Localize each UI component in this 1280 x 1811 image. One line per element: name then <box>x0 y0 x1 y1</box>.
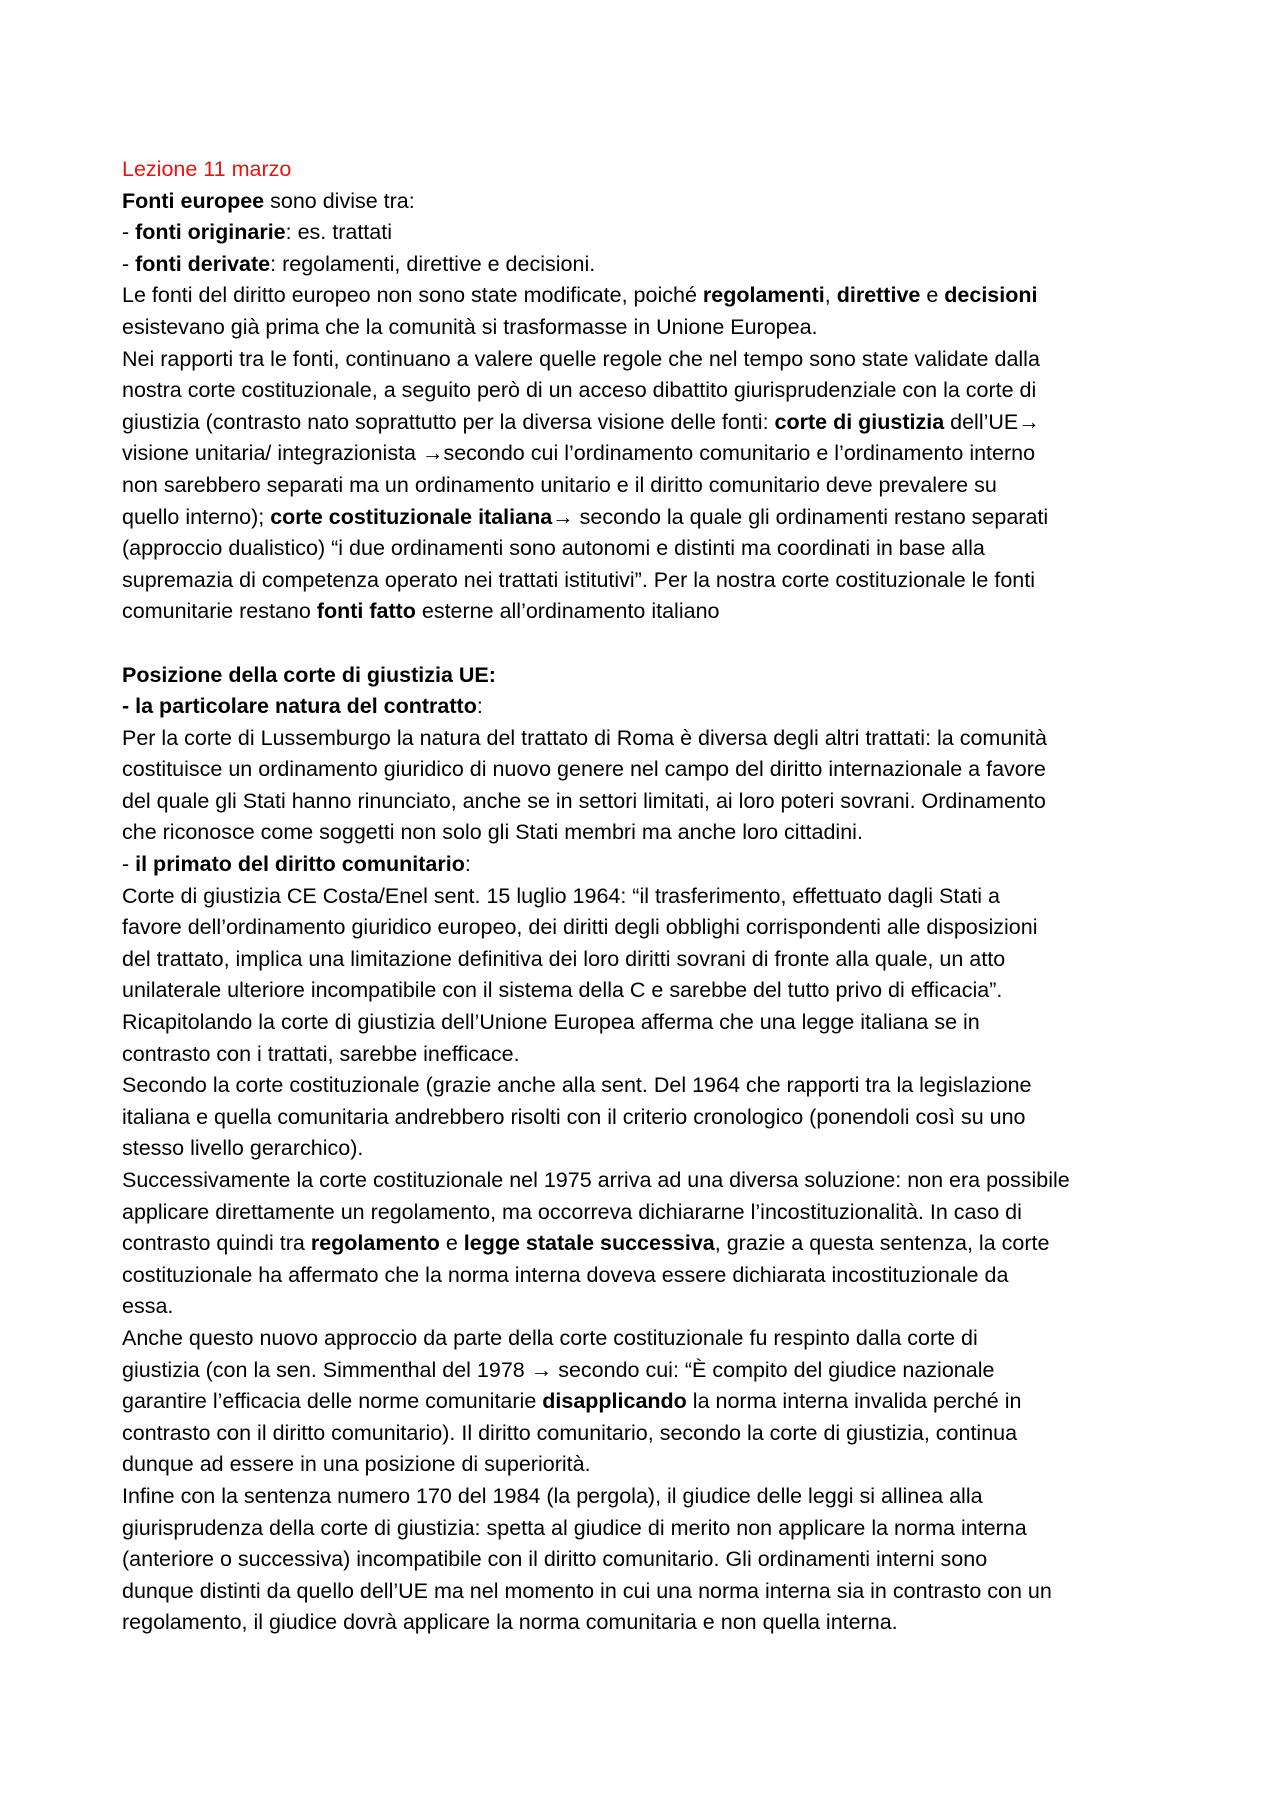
text-line <box>122 1418 1170 1450</box>
text-line <box>122 1576 1170 1608</box>
text-run: visione unitaria/ integrazionista →secondo cui l’ordinamento comunitario e l’ordinamento interno <box>122 441 1036 466</box>
text-line <box>122 502 1170 534</box>
text-run: costituisce un ordinamento giuridico di nuovo genere nel campo del diritto internazionale a favore <box>122 757 1046 782</box>
text-line <box>122 596 1170 628</box>
text-line <box>122 217 1170 249</box>
text-run: quello interno); <box>122 504 271 529</box>
text-run: garantire l’efficacia delle norme comunitarie <box>122 1389 543 1414</box>
document-body <box>122 186 1170 1639</box>
text-run: e <box>439 1231 464 1256</box>
text-run: giustizia (contrasto nato soprattutto per la diversa visione delle fonti: <box>122 409 775 434</box>
text-line <box>122 975 1170 1007</box>
text-run: stesso livello gerarchico). <box>122 1136 364 1161</box>
text-line <box>122 786 1170 818</box>
text-line <box>122 881 1170 913</box>
lesson-title: Lezione 11 marzo <box>122 157 292 181</box>
bold-run: corte di giustizia <box>774 409 945 434</box>
text-run: secondo la quale gli ordinamenti restano separati <box>573 504 1049 529</box>
bold-run: corte costituzionale italiana→ <box>270 504 574 529</box>
text-line <box>122 1607 1170 1639</box>
text-run: del quale gli Stati hanno rinunciato, anche se in settori limitati, ai loro poteri sovrani. Ordinamento <box>122 788 1046 813</box>
text-line <box>122 723 1170 755</box>
text-line <box>122 470 1170 502</box>
text-line <box>122 849 1170 881</box>
text-run: supremazia di competenza operato nei trattati istitutivi”. Per la nostra corte costituzionale le fonti <box>122 567 1036 592</box>
text-line <box>122 1291 1170 1323</box>
text-line <box>122 1197 1170 1229</box>
text-line <box>122 1481 1170 1513</box>
bold-run: Posizione della corte di giustizia UE: <box>122 662 496 687</box>
text-run: : es. trattati <box>285 220 392 245</box>
bold-run: - la particolare natura del contratto <box>122 694 477 719</box>
bold-run: fonti originarie <box>135 220 286 245</box>
text-run: sono divise tra: <box>264 188 415 213</box>
bold-run: il primato del diritto comunitario <box>135 852 465 877</box>
text-run: contrasto con il diritto comunitario). Il diritto comunitario, secondo la corte di giustizia, continua <box>122 1420 1018 1445</box>
text-line <box>122 407 1170 439</box>
text-run: : regolamenti, direttive e decisioni. <box>270 251 596 276</box>
text-line <box>122 691 1170 723</box>
text-run: applicare direttamente un regolamento, ma occorreva dichiararne l’incostituzionalità. In caso di <box>122 1199 1022 1224</box>
text-run: - <box>122 251 136 276</box>
text-run: costituzionale ha affermato che la norma interna doveva essere dichiarata incostituzionale da <box>122 1262 1009 1287</box>
text-run: esistevano già prima che la comunità si trasformasse in Unione Europea. <box>122 314 818 339</box>
text-line <box>122 1070 1170 1102</box>
text-run: (anteriore o successiva) incompatibile con il diritto comunitario. Gli ordinamenti interni sono <box>122 1547 988 1572</box>
text-run: Ricapitolando la corte di giustizia dell’Unione Europea afferma che una legge italiana se in <box>122 1010 980 1035</box>
text-line <box>122 1039 1170 1071</box>
text-run: dell’UE→ <box>944 409 1040 434</box>
text-line <box>122 944 1170 976</box>
text-line <box>122 1102 1170 1134</box>
text-run: contrasto con i trattati, sarebbe inefficace. <box>122 1041 520 1066</box>
text-run: Anche questo nuovo approccio da parte della corte costituzionale fu respinto dalla corte di <box>122 1325 978 1350</box>
text-line <box>122 660 1170 692</box>
text-run: esterne all’ordinamento italiano <box>415 599 720 624</box>
text-run: - <box>122 852 136 877</box>
text-line <box>122 186 1170 218</box>
text-run: non sarebbero separati ma un ordinamento unitario e il diritto comunitario deve prevalere su <box>122 472 997 497</box>
bold-run: legge statale successiva <box>463 1231 715 1256</box>
bold-run: fonti fatto <box>316 599 416 624</box>
text-line <box>122 817 1170 849</box>
text-run: Le fonti del diritto europeo non sono state modificate, poiché <box>122 283 703 308</box>
bold-run: regolamenti <box>702 283 825 308</box>
text-run: Infine con la sentenza numero 170 del 1984 (la pergola), il giudice delle leggi si allinea alla <box>122 1483 983 1508</box>
text-line <box>122 912 1170 944</box>
text-run: , <box>824 283 837 308</box>
text-line <box>122 565 1170 597</box>
text-run: italiana e quella comunitaria andrebbero risolti con il criterio cronologico (ponendoli così su uno <box>122 1104 1026 1129</box>
text-line <box>122 754 1170 786</box>
text-run: - <box>122 220 136 245</box>
text-run: che riconosce come soggetti non solo gli Stati membri ma anche loro cittadini. <box>122 820 863 845</box>
text-run: unilaterale ulteriore incompatibile con il sistema della C e sarebbe del tutto privo di efficacia”. <box>122 978 1003 1003</box>
text-line <box>122 1544 1170 1576</box>
text-line <box>122 375 1170 407</box>
text-run: dunque distinti da quello dell’UE ma nel momento in cui una norma interna sia in contrasto con un <box>122 1578 1052 1603</box>
text-line <box>122 312 1170 344</box>
text-run: la norma interna invalida perché in <box>686 1389 1022 1414</box>
bold-run: fonti derivate <box>135 251 271 276</box>
text-line <box>122 1323 1170 1355</box>
text-run: giurisprudenza della corte di giustizia: spetta al giudice di merito non applicare la norma interna <box>122 1515 1027 1540</box>
text-run: essa. <box>122 1294 174 1319</box>
text-line <box>122 1228 1170 1260</box>
text-line <box>122 1260 1170 1292</box>
text-run: del trattato, implica una limitazione definitiva dei loro diritti sovrani di fronte alla quale, un atto <box>122 946 1006 971</box>
bold-run: Fonti europee <box>122 188 265 213</box>
blank-line <box>122 628 1170 660</box>
text-line <box>122 1133 1170 1165</box>
text-run: Per la corte di Lussemburgo la natura del trattato di Roma è diversa degli altri trattati: la comunità <box>122 725 1047 750</box>
text-run: Secondo la corte costituzionale (grazie anche alla sent. Del 1964 che rapporti tra la legislazione <box>122 1073 1032 1098</box>
text-line <box>122 1165 1170 1197</box>
text-line <box>122 249 1170 281</box>
text-run: e <box>920 283 945 308</box>
text-run: favore dell’ordinamento giuridico europeo, dei diritti degli obblighi corrispondenti alle disposizioni <box>122 915 1038 940</box>
text-run: Corte di giustizia CE Costa/Enel sent. 15 luglio 1964: “il trasferimento, effettuato dagli Stati a <box>122 883 1000 908</box>
text-run: comunitarie restano <box>122 599 317 624</box>
text-line <box>122 344 1170 376</box>
text-line <box>122 1355 1170 1387</box>
text-line <box>122 1386 1170 1418</box>
text-run: : <box>476 694 483 719</box>
bold-run: decisioni <box>944 283 1038 308</box>
text-run: Nei rapporti tra le fonti, continuano a valere quelle regole che nel tempo sono state validate dalla <box>122 346 1040 371</box>
text-run: contrasto quindi tra <box>122 1231 311 1256</box>
text-line <box>122 1007 1170 1039</box>
text-run: regolamento, il giudice dovrà applicare la norma comunitaria e non quella interna. <box>122 1610 898 1635</box>
text-run: : <box>464 852 471 877</box>
text-line <box>122 1449 1170 1481</box>
text-run: giustizia (con la sen. Simmenthal del 1978 → secondo cui: “È compito del giudice nazionale <box>122 1357 995 1382</box>
text-run: (approccio dualistico) “i due ordinamenti sono autonomi e distinti ma coordinati in base alla <box>122 536 985 561</box>
text-line <box>122 438 1170 470</box>
text-run: Successivamente la corte costituzionale nel 1975 arriva ad una diversa soluzione: non era possibile <box>122 1168 1070 1192</box>
bold-run: disapplicando <box>542 1389 687 1414</box>
text-run: , grazie a questa sentenza, la corte <box>714 1231 1050 1256</box>
text-run: nostra corte costituzionale, a seguito però di un acceso dibattito giurisprudenziale con la corte di <box>122 378 1037 403</box>
text-line <box>122 280 1170 312</box>
text-line <box>122 533 1170 565</box>
text-run: dunque ad essere in una posizione di superiorità. <box>122 1452 591 1477</box>
bold-run: regolamento <box>310 1231 440 1256</box>
text-line <box>122 1513 1170 1545</box>
bold-run: direttive <box>836 283 921 308</box>
